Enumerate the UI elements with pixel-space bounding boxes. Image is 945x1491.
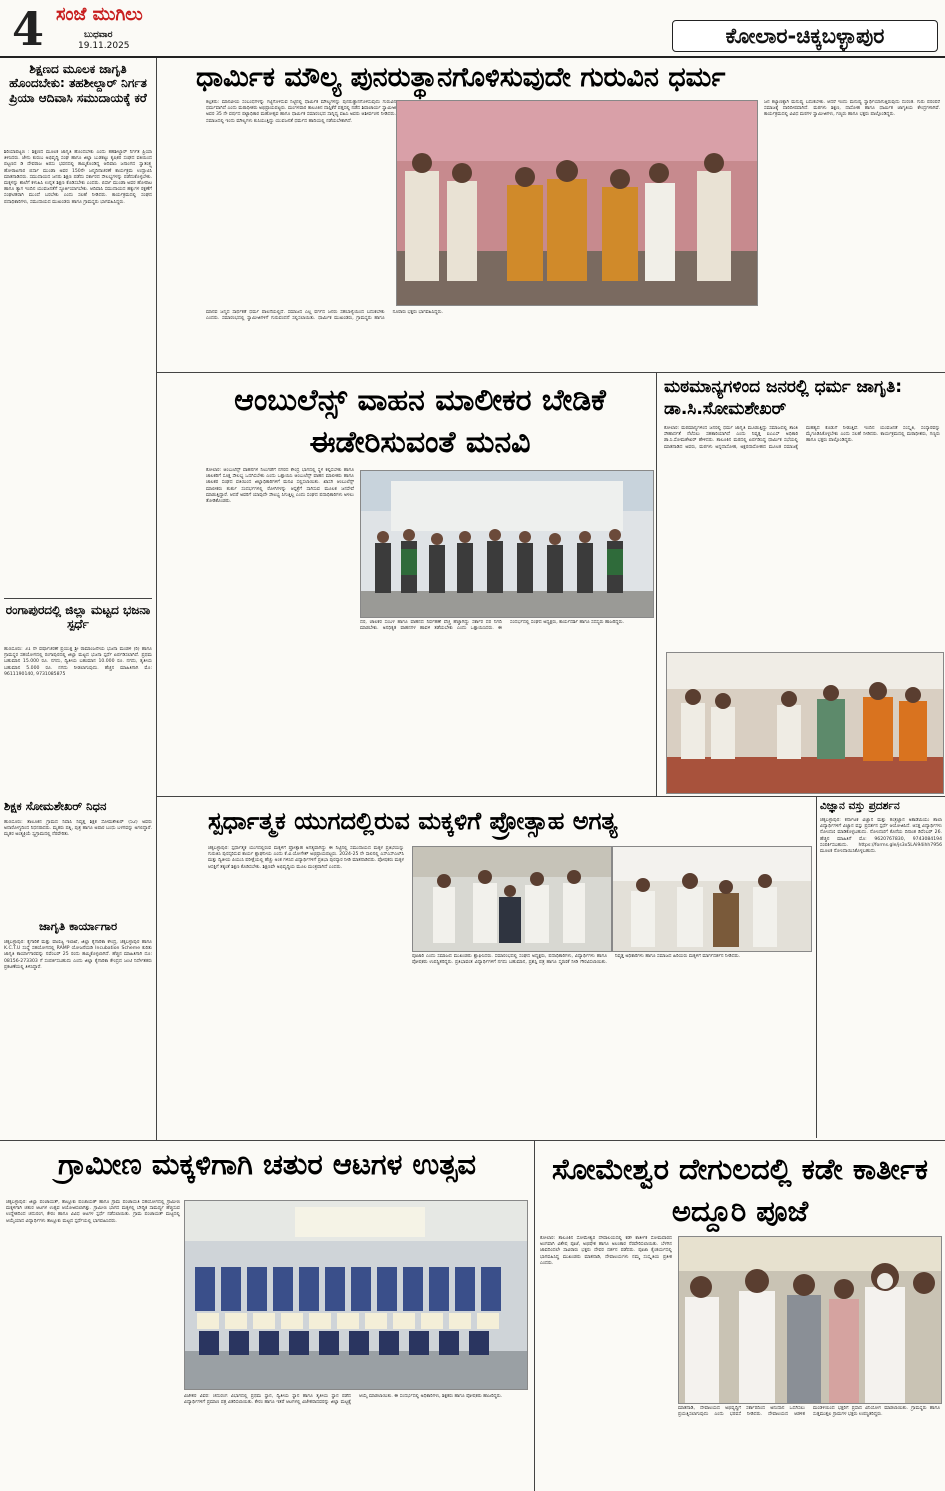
left-story-1-headline: ಶಿಕ್ಷಣದ ಮೂಲಕ ಜಾಗೃತಿ ಹೊಂದಬೇಕು: ತಹಶೀಲ್ದಾರ್ ನಿರ್ಗತ ಪ್ರಿಯಾ ಆದಿವಾಸಿ ಸಮುದಾಯಕ್ಕೆ ಕರೆ: [9, 62, 147, 105]
logo-text: ಸಂಜೆ ಮುಗಿಲು: [56, 4, 143, 25]
left-story-3-body: ಹುಣಸೂರು: ತಾಲೂಕಿನ ಗ್ರಾಮದ ನಿವಾಸಿ ನಿವೃತ್ತ ಶಿಕ್ಷಕ ಸೋಮಶೇಖರ್ (52) ಅವರು ಅನಾರೋಗ್ಯದಿಂದ ನಿಧನರಾದರು. ಮೃತರು ಪತ್ನಿ, ಪುತ್ರ ಹಾಗೂ ಅಪಾರ ಬಂಧು ಬಳಗವನ್ನು ಅಗಲಿದ್ದಾರೆ. ಮೃತರ ಅಂತ್ಯಕ್ರಿಯೆ ಸ್ವಗ್ರಾಮದಲ್ಲಿ ನೆರವೇರಿತು.: [4, 820, 152, 838]
top-story-headline: ಧಾರ್ಮಿಕ ಮೌಲ್ಯ ಪುನರುತ್ಥಾನಗೊಳಿಸುವುದೇ ಗುರುವಿನ ಧರ್ಮ: [196, 62, 726, 93]
temple-story: [538, 1144, 942, 1488]
left-story-1: [4, 62, 152, 594]
left-story-4-headline: ಜಾಗೃತಿ ಕಾರ್ಯಾಗಾರ: [38, 920, 118, 933]
games-body-left: ಚಿಕ್ಕಬಳ್ಳಾಪುರ: ಜಿಲ್ಲಾ ಪಂಚಾಯತ್, ತಾಲ್ಲೂಕು ಪಂಚಾಯತ್ ಹಾಗೂ ಗ್ರಾಮ ಪಂಚಾಯತಿ ಸಹಯೋಗದಲ್ಲಿ ಗ್ರಾಮೀಣ ಮಕ್ಕಳಿಗಾಗಿ ಚತುರ ಆಟಗಳ ಉತ್ಸವ ಆಯೋಜಿಸಲಾಗಿತ್ತು. ಗ್ರಾಮೀಣ ಭಾಗದ ಮಕ್ಕಳಲ್ಲಿ ಬೌದ್ಧಿಕ ಸಾಮರ್ಥ್ಯ ಹೆಚ್ಚಿಸುವ ಉದ್ದೇಶದಿಂದ ಚದುರಂಗ, ಕೇರಂ ಹಾಗೂ ವಿವಿಧ ಆಟಗಳ ಸ್ಪರ್ಧೆ ನಡೆಸಲಾಯಿತು. ಗ್ರಾಮ ಪಂಚಾಯತ್ ಮಟ್ಟದಲ್ಲಿ ಆಯ್ಕೆಯಾದ ವಿದ್ಯಾರ್ಥಿಗಳು ತಾಲ್ಲೂಕು ಮಟ್ಟದ ಸ್ಪರ್ಧೆಯಲ್ಲಿ ಭಾಗವಹಿಸಿದರು.: [6, 1200, 180, 1224]
section-label: ಕೋಲಾರ-ಚಿಕ್ಕಬಳ್ಳಾಪುರ: [672, 20, 938, 52]
temple-headline: ಸೋಮೇಶ್ವರ ದೇಗುಲದಲ್ಲಿ ಕಡೇ ಕಾರ್ತೀಕ ಅದ್ದೂರಿ ಪೂಜೆ: [552, 1152, 928, 1228]
top-story-body-left: ಕಲ್ಪತರು: ಮಾನವೀಯ ಸಂಬಂಧಗಳನ್ನು ಗಟ್ಟಿಗೊಳಿಸುವ ನಿಟ್ಟಿನಲ್ಲಿ ಧಾರ್ಮಿಕ ಮೌಲ್ಯಗಳನ್ನು ಪುನರುತ್ಥಾನಗೊಳಿಸುವುದು ಗುರುವಿನ ಧರ್ಮವಾಗಿದೆ ಎಂದು ಮಠಾಧೀಶರು ಅಭಿಪ್ರಾಯಪಟ್ಟರು. ಮಂಗಳವಾರ ತಾಲೂಕಿನ ದಾಸ್ತಿಕೆರೆ ಪತ್ತದಲ್ಲಿ ನಡೆದ ಶಿವಾಚಾರ್ಯ ಸ್ವಾಮೀಜಿ ಅವರ 35 ನೇ ವರ್ಷದ ಪಟ್ಟಾಧಿಕಾರ ಮಹೋತ್ಸವ ಹಾಗೂ ಧಾರ್ಮಿಕ ಸಮಾರಂಭದ ಸಾನ್ನಿಧ್ಯ ವಹಿಸಿ ಅವರು ಆಶೀರ್ವಚನ ನೀಡಿದರು. ಸಮಾಜದಲ್ಲಿ ಇಂದು ಮೌಲ್ಯಗಳು ಕುಸಿಯುತ್ತಿದ್ದು ಯುವಜನತೆ ಧರ್ಮದ ಹಾದಿಯಲ್ಲಿ ನಡೆಯಬೇಕಾಗಿದೆ.: [206, 100, 396, 124]
ambulance-headline: ಆಂಬುಲೆನ್ಸ್ ವಾಹನ ಮಾಲೀಕರ ಬೇಡಿಕೆ ಈಡೇರಿಸುವಂತೆ ಮನವಿ: [234, 383, 606, 460]
competition-photo: [412, 846, 612, 952]
page-number: 4: [12, 2, 45, 56]
science-body: ಚಿಕ್ಕಬಳ್ಳಾಪುರ: ಕರ್ನಾಟಕ ವಿಜ್ಞಾನ ಮತ್ತು ತಂತ್ರಜ್ಞಾನ ಅಕಾಡೆಮಿಯು ಶಾಲಾ ವಿದ್ಯಾರ್ಥಿಗಳಿಗೆ ವಿಜ್ಞಾನ ವಸ್ತು ಪ್ರದರ್ಶನ ಸ್ಪರ್ಧೆ ಆಯೋಜಿಸಿದೆ. ಆಸಕ್ತ ವಿದ್ಯಾರ್ಥಿಗಳು ನೋಂದಣಿ ಮಾಡಿಕೊಳ್ಳಬಹುದು. ನೋಂದಣಿಗೆ ಕೊನೆಯ ದಿನಾಂಕ ಡಿಸೆಂಬರ್ 26. ಹೆಚ್ಚಿನ ಮಾಹಿತಿಗೆ ಮೊ: 9620767830, 9743084194 ಸಂಪರ್ಕಿಸಬಹುದು. https://forms.gle/js3x5LAi94ihh7956 ಮೂಲಕ ನೋಂದಾಯಿಸಿಕೊಳ್ಳಬಹುದು.: [820, 818, 942, 855]
left-story-4: [4, 920, 152, 1138]
left-story-2: [4, 598, 152, 798]
top-story: [160, 60, 942, 370]
games-photo: [184, 1200, 528, 1390]
ambulance-story: [160, 376, 656, 794]
games-story: [4, 1144, 530, 1488]
mutt-headline: ಮಠಮಾನ್ಯಗಳಿಂದ ಜನರಲ್ಲಿ ಧರ್ಮ ಜಾಗೃತಿ: ಡಾ.ಸಿ.ಸೋಮಶೇಖರ್: [664, 377, 903, 419]
temple-photo: [678, 1236, 942, 1404]
masthead-date: 19.11.2025: [78, 41, 130, 51]
ambulance-photo: [360, 470, 654, 618]
temple-body-left: ಕೋಲಾರ: ತಾಲೂಕಿನ ಸೋಮೇಶ್ವರ ದೇವಾಲಯದಲ್ಲಿ ಕಡೇ ಕಾರ್ತೀಕ ಸೋಮವಾರದ ಅಂಗವಾಗಿ ವಿಶೇಷ ಪೂಜೆ, ಅಭಿಷೇಕ ಹಾಗೂ ಅಲಂಕಾರ ನೆರವೇರಿಸಲಾಯಿತು. ಬೆಳಗಿನ ಜಾವದಿಂದಲೇ ಸಾವಿರಾರು ಭಕ್ತರು ದೇವರ ದರ್ಶನ ಪಡೆದರು. ಪೂಜಾ ಕೈಂಕರ್ಯದಲ್ಲಿ ಭಾಗವಹಿಸಿದ್ದ ಮುಖಂಡರು ಮಾತನಾಡಿ, ದೇವಾಲಯಗಳು ನಮ್ಮ ಸಂಸ್ಕೃತಿಯ ಪ್ರತೀಕ ಎಂದರು.: [540, 1236, 672, 1266]
mutt-story: [660, 376, 942, 794]
competition-headline: ಸ್ಪರ್ಧಾತ್ಮಕ ಯುಗದಲ್ಲಿರುವ ಮಕ್ಕಳಿಗೆ ಪ್ರೋತ್ಸಾಹ ಅಗತ್ಯ: [208, 808, 618, 835]
temple-body-right: ಮಾತನಾಡಿ, ದೇವಾಲಯದ ಅಭಿವೃದ್ಧಿಗೆ ಸರ್ಕಾರದಿಂದ ಅನುದಾನ ಒದಗಿಸಲು ಪ್ರಯತ್ನಿಸಲಾಗುವುದು ಎಂದು ಭರವಸೆ ನೀಡಿದರು. ದೇವಾಲಯದ ಆಡಳಿತ ಮಂಡಳಿಯಿಂದ ಭಕ್ತರಿಗೆ ಪ್ರಸಾದ ವಿನಿಯೋಗ ಮಾಡಲಾಯಿತು. ಗ್ರಾಮಸ್ಥರು ಹಾಗೂ ಸುತ್ತಮುತ್ತಲ ಗ್ರಾಮಗಳ ಭಕ್ತರು ಉಪಸ್ಥಿತರಿದ್ದರು.: [678, 1406, 940, 1418]
games-headline: ಗ್ರಾಮೀಣ ಮಕ್ಕಳಿಗಾಗಿ ಚತುರ ಆಟಗಳ ಉತ್ಸವ: [57, 1148, 477, 1181]
top-story-body-right: ಜನ ಕಲ್ಯಾಣಕ್ಕಾಗಿ ಮನುಷ್ಯ ಬದುಕಬೇಕು. ಆದರೆ ಇಂದು ಮನುಷ್ಯ ಸ್ವಾರ್ಥಿಯಾಗುತ್ತಿರುವುದು ದುರಂತ. ಗುರು ಪರಂಪರೆ ಸಮಾಜಕ್ಕೆ ದಾರಿದೀಪವಾಗಿದೆ. ಮಠಗಳು ಶಿಕ್ಷಣ, ದಾಸೋಹ ಹಾಗೂ ಧಾರ್ಮಿಕ ಜಾಗೃತಿಯ ಕೇಂದ್ರಗಳಾಗಿವೆ. ಕಾರ್ಯಕ್ರಮದಲ್ಲಿ ವಿವಿಧ ಮಠಗಳ ಸ್ವಾಮೀಜಿಗಳು, ಗಣ್ಯರು ಹಾಗೂ ಭಕ್ತರು ಪಾಲ್ಗೊಂಡಿದ್ದರು.: [764, 100, 940, 118]
left-story-4-body: ಚಿಕ್ಕಬಳ್ಳಾಪುರ: ಕೈಗಾರಿಕೆ ಮತ್ತು ವಾಣಿಜ್ಯ ಇಲಾಖೆ, ಜಿಲ್ಲಾ ಕೈಗಾರಿಕಾ ಕೇಂದ್ರ, ಚಿಕ್ಕಬಳ್ಳಾಪುರ ಹಾಗೂ K.C.T.U ಸಂಸ್ಥೆ ಸಹಯೋಗದಲ್ಲಿ RAMP ಯೋಜನೆಯಡಿ Incubation Scheme ಕುರಿತು ಜಾಗೃತಿ ಕಾರ್ಯಾಗಾರವನ್ನು ನವೆಂಬರ್ 25 ರಂದು ಹಮ್ಮಿಕೊಳ್ಳಲಾಗಿದೆ. ಹೆಚ್ಚಿನ ಮಾಹಿತಿಗಾಗಿ ದೂ: 08156-273303 ಗೆ ಸಂಪರ್ಕಿಸಬಹುದು ಎಂದು ಜಿಲ್ಲಾ ಕೈಗಾರಿಕಾ ಕೇಂದ್ರದ ಜಂಟಿ ನಿರ್ದೇಶಕರು ಪ್ರಕಟಣೆಯಲ್ಲಿ ತಿಳಿಸಿದ್ದಾರೆ.: [4, 940, 152, 970]
masthead-logo: [56, 4, 226, 28]
top-story-body-bottom: ಮಾನವ ಜನ್ಮದ ಸಾರ್ಥಕತೆ ಧರ್ಮ ಪಾಲನೆಯಲ್ಲಿದೆ. ಸಮಾಜದ ಎಲ್ಲ ವರ್ಗದ ಜನರು ಸಹಬಾಳ್ವೆಯಿಂದ ಬದುಕಬೇಕು ಎಂದರು. ಸಮಾರಂಭದಲ್ಲಿ ಸ್ವಾಮೀಜಿಗಳಿಗೆ ಗುರುವಂದನೆ ಸಲ್ಲಿಸಲಾಯಿತು. ಧಾರ್ಮಿಕ ಮುಖಂಡರು, ಗ್ರಾಮಸ್ಥರು ಹಾಗೂ ನೂರಾರು ಭಕ್ತರು ಭಾಗವಹಿಸಿದ್ದರು.: [206, 310, 444, 322]
competition-photo-2: [612, 846, 812, 952]
masthead: [0, 0, 945, 58]
left-story-2-headline: ರಂಗಾಪುರದಲ್ಲಿ ಜಿಲ್ಲಾ ಮಟ್ಟದ ಭಜನಾ ಸ್ಪರ್ಧೆ: [5, 603, 151, 632]
ambulance-body-left: ಕೋಲಾರ: ಆಂಬುಲೆನ್ಸ್ ವಾಹನಗಳ ನಿಲುಗಡೆಗೆ ನಗರದ ಕೇಂದ್ರ ಭಾಗದಲ್ಲಿ ಸ್ಥಳ ಕಲ್ಪಿಸಬೇಕು ಹಾಗೂ ಚಾಲಕರಿಗೆ ಸೂಕ್ತ ಸೌಲಭ್ಯ ಒದಗಿಸಬೇಕು ಎಂದು ಒತ್ತಾಯಿಸಿ ಆಂಬುಲೆನ್ಸ್ ವಾಹನ ಮಾಲೀಕರು ಹಾಗೂ ಚಾಲಕರ ಸಂಘದ ವತಿಯಿಂದ ಜಿಲ್ಲಾಧಿಕಾರಿಗಳಿಗೆ ಮನವಿ ಸಲ್ಲಿಸಲಾಯಿತು. ಖಾಸಗಿ ಆಂಬುಲೆನ್ಸ್ ಮಾಲೀಕರು ತುರ್ತು ಸಂದರ್ಭಗಳಲ್ಲಿ ರೋಗಿಗಳನ್ನು ಆಸ್ಪತ್ರೆಗೆ ಸಾಗಿಸುವ ಮೂಲಕ ಜನಸೇವೆ ಮಾಡುತ್ತಿದ್ದಾರೆ. ಆದರೆ ಅವರಿಗೆ ಯಾವುದೇ ಸೌಲಭ್ಯ ಸಿಗುತ್ತಿಲ್ಲ ಎಂದು ಸಂಘದ ಪದಾಧಿಕಾರಿಗಳು ಅಳಲು ತೋಡಿಕೊಂಡರು.: [206, 468, 354, 505]
ambulance-body-right: ದರ, ಚಾಲಕರ ಸಂಬಳ ಹಾಗೂ ವಾಹನದ ನಿರ್ವಹಣೆ ವೆಚ್ಚ ಹೆಚ್ಚಾಗಿದ್ದು ಸರ್ಕಾರ ದರ ನಿಗದಿ ಮಾಡಬೇಕು. ಅನಧಿಕೃತ ವಾಹನಗಳ ಹಾವಳಿ ತಡೆಯಬೇಕು ಎಂದು ಒತ್ತಾಯಿಸಿದರು. ಈ ಸಂದರ್ಭದಲ್ಲಿ ಸಂಘದ ಅಧ್ಯಕ್ಷರು, ಕಾರ್ಯದರ್ಶಿ ಹಾಗೂ ಸದಸ್ಯರು ಹಾಜರಿದ್ದರು.: [360, 620, 625, 632]
science-story: [820, 800, 942, 1136]
masthead-day: ಬುಧವಾರ: [84, 30, 113, 40]
mutt-photo: [666, 652, 944, 794]
competition-body-right: ಪೂಜಾರಿ ಎಂದು ಸಮಾಜದ ಮುಖಂಡರು ಶ್ಲಾಘಿಸಿದರು. ಸಮಾರಂಭದಲ್ಲಿ ಸಂಘದ ಅಧ್ಯಕ್ಷರು, ಪದಾಧಿಕಾರಿಗಳು, ವಿದ್ಯಾರ್ಥಿಗಳು ಹಾಗೂ ಪೋಷಕರು ಉಪಸ್ಥಿತರಿದ್ದರು. ಪ್ರತಿಭಾವಂತ ವಿದ್ಯಾರ್ಥಿಗಳಿಗೆ ನಗದು ಬಹುಮಾನ, ಪ್ರಶಸ್ತಿ ಪತ್ರ ಹಾಗೂ ಸ್ಮರಣಿಕೆ ನೀಡಿ ಗೌರವಿಸಲಾಯಿತು. ನಿವೃತ್ತ ಅಧಿಕಾರಿಗಳು ಹಾಗೂ ಸಮಾಜದ ಹಿರಿಯರು ಮಕ್ಕಳಿಗೆ ಮಾರ್ಗದರ್ಶನ ನೀಡಿದರು.: [412, 954, 741, 966]
left-story-3: [4, 800, 152, 918]
left-story-1-body: ಶಿರಿಯಾಪಟ್ಟಣ : ಶಿಕ್ಷಣದ ಮೂಲಕ ಜಾಗೃತಿ ಹೊಂದಬೇಕು ಎಂದು ತಹಶೀಲ್ದಾರ್ ನಿರ್ಗತ ಪ್ರಿಯಾ ತಿಳಿಸಿದರು. ಜೇನು ಕುರುಬ ಅಭಿವೃದ್ಧಿ ಸಂಘ ಹಾಗೂ ಜಿಲ್ಲಾ ಬುಡಕಟ್ಟು ಕೃಷಿಕರ ಸಂಘದ ವತಿಯಿಂದ ಪಟ್ಟಣದ ಡಿ ದೇವರಾಜ ಅರಸು ಭವನದಲ್ಲಿ ಹಮ್ಮಿಕೊಂಡಿದ್ದ ಆದಿವಾಸಿ ಜನಾಂಗದ ಸ್ವಾತಂತ್ರ್ಯ ಹೋರಾಟಗಾರ ಬಿರ್ಸಾ ಮುಂಡಾ ಅವರ 150ನೇ ಜನ್ಮದಿನಾಚರಣೆ ಕಾರ್ಯಕ್ರಮ ಉದ್ಘಾಟಿಸಿ ಮಾತನಾಡಿದರು. ಸಮುದಾಯದ ಜನರು ಶಿಕ್ಷಣ ಪಡೆದು ಸರ್ಕಾರದ ಸೌಲಭ್ಯಗಳನ್ನು ಪಡೆದುಕೊಳ್ಳಬೇಕು. ಮಕ್ಕಳನ್ನು ಶಾಲೆಗೆ ಕಳುಹಿಸಿ ಉನ್ನತ ಶಿಕ್ಷಣ ಕೊಡಿಸಬೇಕು ಎಂದರು. ಬಿರ್ಸಾ ಮುಂಡಾ ಅವರ ಹೋರಾಟ ಹಾಗೂ ತ್ಯಾಗ ಇಂದಿನ ಯುವಜನತೆಗೆ ಸ್ಫೂರ್ತಿಯಾಗಬೇಕು. ಆದಿವಾಸಿ ಸಮುದಾಯದ ಹಕ್ಕುಗಳ ರಕ್ಷಣೆಗೆ ಸಂಘಟಿತರಾಗಿ ಮುಂದೆ ಬರಬೇಕು ಎಂದು ಸಲಹೆ ನೀಡಿದರು. ಕಾರ್ಯಕ್ರಮದಲ್ಲಿ ಸಂಘದ ಪದಾಧಿಕಾರಿಗಳು, ಸಮುದಾಯದ ಮುಖಂಡರು ಹಾಗೂ ಗ್ರಾಮಸ್ಥರು ಭಾಗವಹಿಸಿದ್ದರು.: [4, 150, 152, 205]
competition-story: [160, 800, 816, 1136]
competition-body-left: ಚಿಕ್ಕಬಳ್ಳಾಪುರ: ಸ್ಪರ್ಧಾತ್ಮಕ ಯುಗದಲ್ಲಿರುವ ಮಕ್ಕಳಿಗೆ ಪ್ರೋತ್ಸಾಹ ಅಗತ್ಯವಾಗಿದ್ದು ಈ ನಿಟ್ಟಿನಲ್ಲಿ ಸಮುದಾಯದ ಮಕ್ಕಳ ಪ್ರತಿಭೆಯನ್ನು ಗುರುತಿಸಿ ಪುರಸ್ಕರಿಸುವ ಕಾರ್ಯ ಶ್ಲಾಘನೀಯ ಎಂದು ಕೆ.ವಿ.ಯೋಗೇಶ್ ಅಭಿಪ್ರಾಯಪಟ್ಟರು. 2024-25 ನೇ ಸಾಲಿನಲ್ಲಿ ಎಸ್‌ಎಸ್‌ಎಲ್‌ಸಿ ಮತ್ತು ದ್ವಿತೀಯ ಪಿಯುಸಿ ಪರೀಕ್ಷೆಯಲ್ಲಿ ಹೆಚ್ಚು ಅಂಕ ಗಳಿಸಿದ ವಿದ್ಯಾರ್ಥಿಗಳಿಗೆ ಪ್ರತಿಭಾ ಪುರಸ್ಕಾರ ನೀಡಿ ಮಾತನಾಡಿದರು. ಪೋಷಕರು ಮಕ್ಕಳ ಆಸಕ್ತಿಗೆ ತಕ್ಕಂತೆ ಶಿಕ್ಷಣ ಕೊಡಿಸಬೇಕು. ಶಿಕ್ಷಣವೇ ಅಭಿವೃದ್ಧಿಯ ಮೂಲ ಮಂತ್ರವಾಗಿದೆ ಎಂದರು.: [208, 846, 404, 870]
left-story-2-body: ಹುಣಸೂರು: 31 ನೇ ವರ್ಷಾಚರಣೆ ಪ್ರಯುಕ್ತ ಶ್ರೀ ರಾಮಾಂಜನೇಯ ಭಜನಾ ಮಂಡಳಿ (ರಿ) ಹಾಗೂ ಗ್ರಾಮಸ್ಥರ ಸಹಯೋಗದಲ್ಲಿ ರಂಗಾಪುರದಲ್ಲಿ ಜಿಲ್ಲಾ ಮಟ್ಟದ ಭಜನಾ ಸ್ಪರ್ಧೆ ಏರ್ಪಡಿಸಲಾಗಿದೆ. ಪ್ರಥಮ ಬಹುಮಾನ 15.000 ರೂ. ನಗದು, ದ್ವಿತೀಯ ಬಹುಮಾನ 10.000 ರೂ. ನಗದು, ತೃತೀಯ ಬಹುಮಾನ 5.000 ರೂ. ನಗದು ನೀಡಲಾಗುವುದು. ಹೆಚ್ಚಿನ ಮಾಹಿತಿಗಾಗಿ ಮೊ: 9611190140, 9731085875: [4, 647, 152, 677]
top-story-photo: [396, 100, 758, 306]
games-body-right: ವಿಜೇತರ ವಿವರ: ಚದುರಂಗ ವಿಭಾಗದಲ್ಲಿ ಪ್ರಥಮ ಸ್ಥಾನ, ದ್ವಿತೀಯ ಸ್ಥಾನ ಹಾಗೂ ತೃತೀಯ ಸ್ಥಾನ ಪಡೆದ ವಿದ್ಯಾರ್ಥಿಗಳಿಗೆ ಪ್ರಮಾಣ ಪತ್ರ ವಿತರಿಸಲಾಯಿತು. ಕೇರಂ ಹಾಗೂ ಇತರೆ ಆಟಗಳಲ್ಲಿ ವಿಜೇತರಾದವರನ್ನು ಜಿಲ್ಲಾ ಮಟ್ಟಕ್ಕೆ ಆಯ್ಕೆ ಮಾಡಲಾಯಿತು. ಈ ಸಂದರ್ಭದಲ್ಲಿ ಅಧಿಕಾರಿಗಳು, ಶಿಕ್ಷಕರು ಹಾಗೂ ಪೋಷಕರು ಹಾಜರಿದ್ದರು.: [184, 1394, 503, 1406]
left-story-3-headline: ಶಿಕ್ಷಕ ಸೋಮಶೇಖರ್ ನಿಧನ: [4, 800, 107, 813]
mutt-body: ಕೋಲಾರ: ಮಠಮಾನ್ಯಗಳಿಂದ ಜನರಲ್ಲಿ ಧರ್ಮ ಜಾಗೃತಿ ಮೂಡುತ್ತಿದ್ದು ಸಮಾಜದಲ್ಲಿ ಶಾಂತಿ ಸೌಹಾರ್ದತೆ ನೆಲೆಸಲು ಸಹಕಾರಿಯಾಗಿದೆ ಎಂದು ನಿವೃತ್ತ ಐಎಎಸ್ ಅಧಿಕಾರಿ ಡಾ.ಸಿ.ಸೋಮಶೇಖರ್ ಹೇಳಿದರು. ತಾಲೂಕಿನ ಮಠದಲ್ಲಿ ಏರ್ಪಡಿಸಿದ್ದ ಧಾರ್ಮಿಕ ಸಭೆಯಲ್ಲಿ ಮಾತನಾಡಿದ ಅವರು, ಮಠಗಳು ಅನ್ನದಾಸೋಹ, ಅಕ್ಷರದಾಸೋಹದ ಮೂಲಕ ಸಮಾಜಕ್ಕೆ ಮಹತ್ವದ ಕೊಡುಗೆ ನೀಡುತ್ತಿವೆ. ಇಂದಿನ ಯುವಜನತೆ ಸಂಸ್ಕೃತಿ, ಸಂಸ್ಕಾರವನ್ನು ಮೈಗೂಡಿಸಿಕೊಳ್ಳಬೇಕು ಎಂದು ಸಲಹೆ ನೀಡಿದರು. ಕಾರ್ಯಕ್ರಮದಲ್ಲಿ ಮಠಾಧೀಶರು, ಗಣ್ಯರು ಹಾಗೂ ಭಕ್ತರು ಪಾಲ್ಗೊಂಡಿದ್ದರು.: [664, 426, 940, 450]
science-headline: ವಿಜ್ಞಾನ ವಸ್ತು ಪ್ರದರ್ಶನ: [820, 800, 900, 812]
